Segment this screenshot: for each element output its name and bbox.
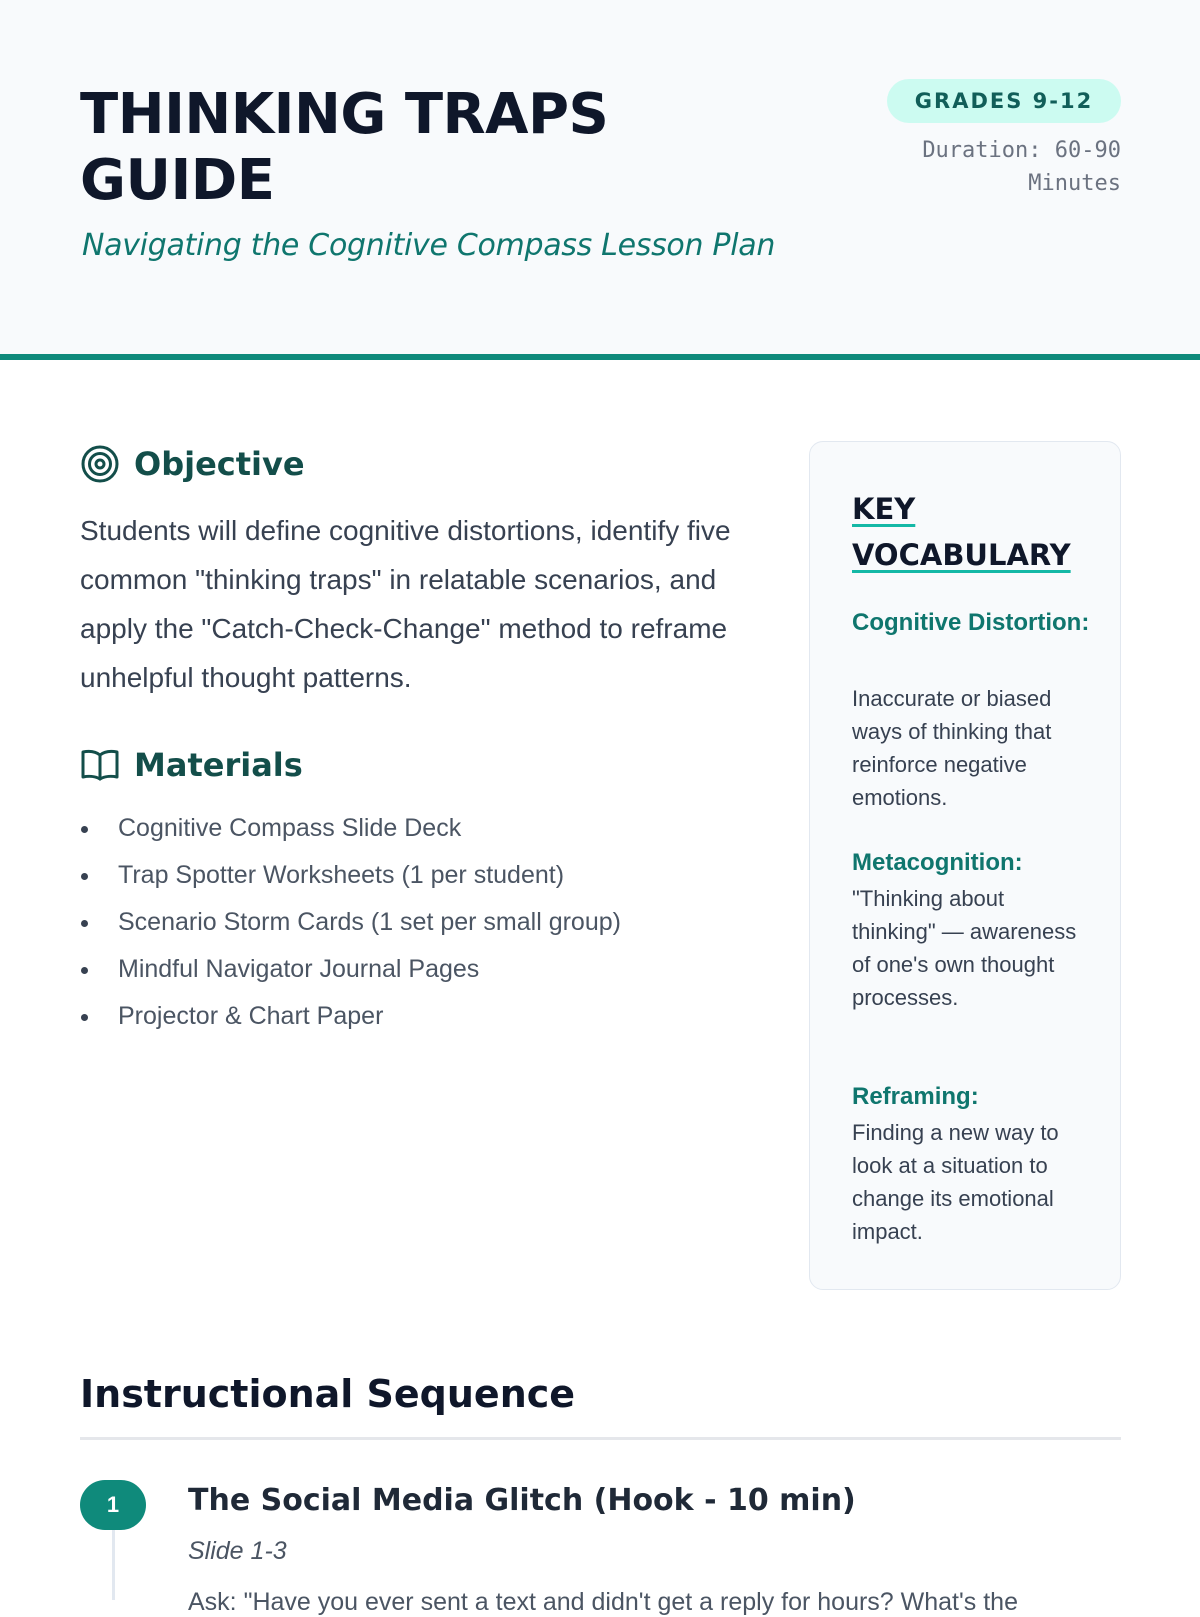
list-item: Trap Spotter Worksheets (1 per student) <box>80 855 760 902</box>
step-title: The Social Media Glitch (Hook - 10 min) <box>188 1483 856 1518</box>
vocab-definition: Inaccurate or biased ways of thinking that reinforce negative emotions. <box>852 686 1052 810</box>
step-description: Ask: "Have you ever sent a text and didn't get a reply for hours? What's the <box>188 1588 1018 1616</box>
objective-heading-row <box>80 444 305 484</box>
list-item: Cognitive Compass Slide Deck <box>80 808 760 855</box>
page-subtitle: Navigating the Cognitive Compass Lesson Plan <box>82 228 776 263</box>
vocab-term: Cognitive Distortion: <box>852 609 1090 636</box>
section-divider <box>80 1437 1121 1440</box>
vocab-definition: "Thinking about thinking" — awareness of one's own thought processes. <box>852 886 1077 1010</box>
book-open-icon <box>80 745 120 785</box>
list-item: Scenario Storm Cards (1 set per small group) <box>80 902 760 949</box>
list-item: Mindful Navigator Journal Pages <box>80 949 760 996</box>
duration-label: Duration: 60-90 Minutes <box>922 138 1121 196</box>
vocab-term: Metacognition: <box>852 849 1023 876</box>
instructional-sequence-heading: Instructional Sequence <box>80 1372 576 1416</box>
objective-text: Students will define cognitive distortions, identify five common "thinking traps" in relatable scenarios, and apply the "Catch-Check-Change" method to reframe unhelpful thought patterns. <box>80 515 731 693</box>
materials-heading-row <box>80 745 303 785</box>
page-title: THINKING TRAPS GUIDE <box>80 82 609 213</box>
objective-heading: Objective <box>134 445 305 483</box>
grade-badge: GRADES 9-12 <box>887 79 1121 123</box>
list-item: Projector & Chart Paper <box>80 996 760 1043</box>
vocabulary-heading: KEY VOCABULARY <box>852 492 1071 572</box>
target-icon <box>80 444 120 484</box>
materials-heading: Materials <box>134 746 303 784</box>
step-slide-reference: Slide 1-3 <box>188 1537 287 1565</box>
step-number-badge: 1 <box>80 1480 146 1530</box>
key-vocabulary-card <box>809 441 1121 1290</box>
vocab-definition: Finding a new way to look at a situation to change its emotional impact. <box>852 1120 1059 1244</box>
materials-list <box>80 808 760 1043</box>
timeline-connector <box>112 1530 115 1600</box>
vocab-term: Reframing: <box>852 1083 979 1110</box>
page-header <box>0 0 1200 360</box>
